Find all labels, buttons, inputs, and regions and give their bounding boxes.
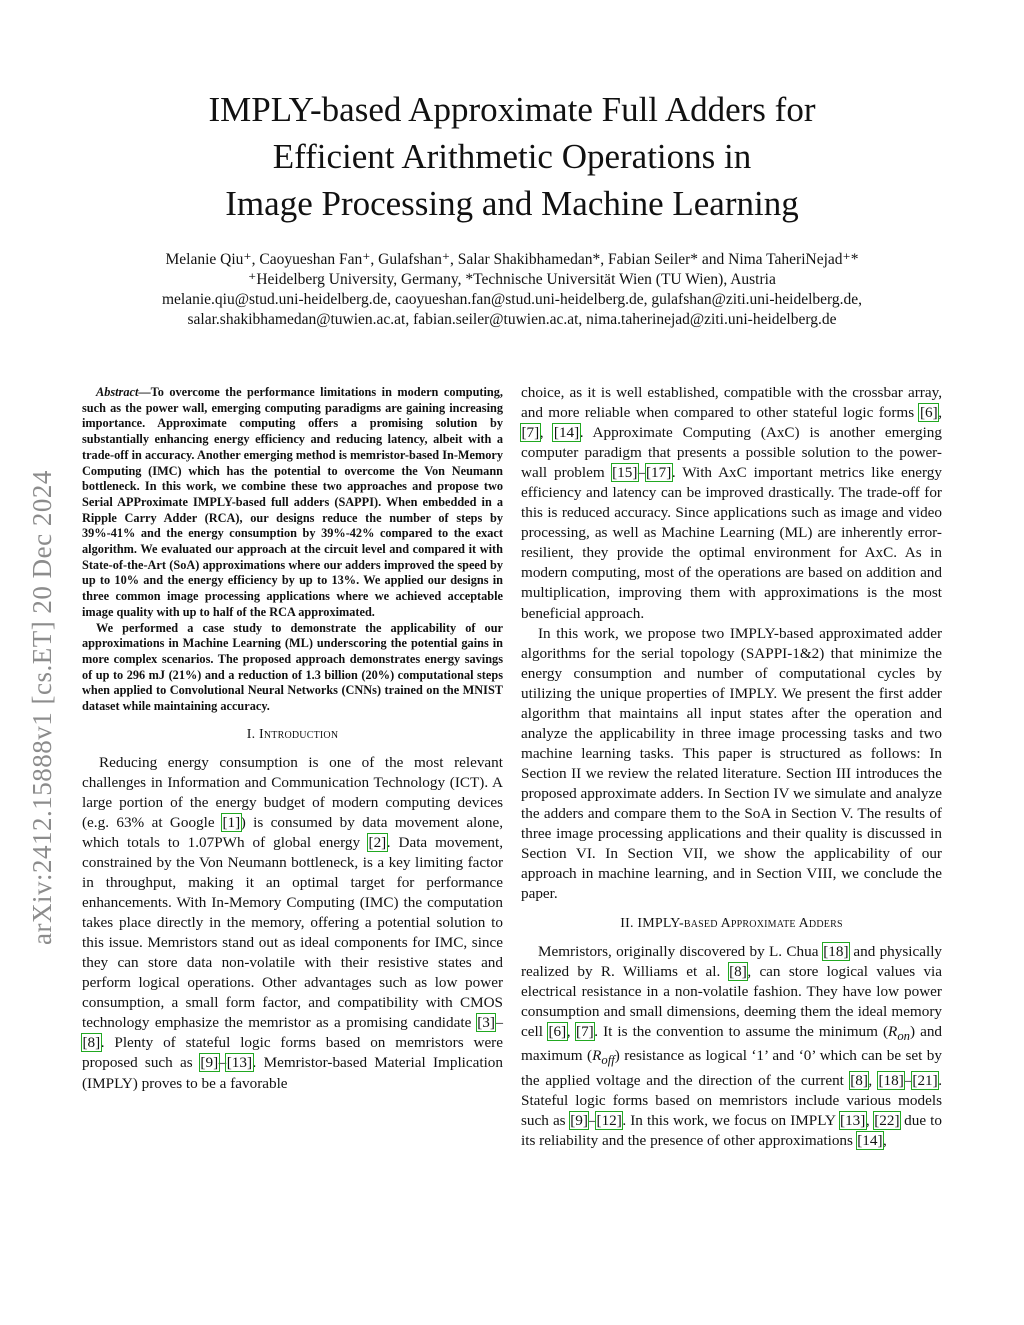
text-run: – xyxy=(495,1014,503,1032)
citation-link[interactable]: [8] xyxy=(729,963,747,981)
body-paragraph xyxy=(521,383,942,624)
section-2-body xyxy=(521,942,942,1151)
author-block xyxy=(60,250,964,330)
citation-link[interactable]: [6] xyxy=(548,1023,567,1041)
citation-link[interactable]: [3] xyxy=(477,1014,495,1032)
citation-link[interactable]: [22] xyxy=(874,1111,900,1129)
citation-link[interactable]: [9] xyxy=(200,1054,219,1072)
text-run: , xyxy=(865,1111,874,1129)
text-run: choice, as it is well established, compatible with the crossbar array, and more reliable when compared to other stateful logic forms xyxy=(521,384,942,422)
text-run: , xyxy=(539,424,554,442)
text-run: – xyxy=(588,1111,597,1129)
abstract-paragraph: We performed a case study to demonstrate the applicability of our approximations in Machine Learning (ML) underscoring the potential gains in more complex scenarios. The proposed approach demonstrates energy savings of up to 296 mJ (21%) and a reduction of 1.3 billion (20%) computational steps when applied to Convolutional Neural Networks (CNNs) trained on the MNIST dataset while maintaining accuracy. xyxy=(82,620,503,714)
author-emails-line-1: melanie.qiu@stud.uni-heidelberg.de, caoyueshan.fan@stud.uni-heidelberg.de, gulafshan@ziti.uni-heidelberg.de, xyxy=(161,291,863,308)
author-names: Melanie Qiu⁺, Caoyueshan Fan⁺, Gulafshan⁺, Salar Shakibhamedan*, Fabian Seiler* and Nima TaheriNejad⁺* xyxy=(165,251,859,268)
citation-link[interactable]: [6] xyxy=(919,404,938,422)
abstract-paragraph xyxy=(82,385,503,621)
body-paragraph xyxy=(521,942,942,1151)
text-run: Memristors, originally discovered by L. Chua xyxy=(538,943,823,961)
title-line: Image Processing and Machine Learning xyxy=(225,184,799,223)
citation-link[interactable]: [18] xyxy=(823,943,849,961)
citation-link[interactable]: [13] xyxy=(226,1054,253,1072)
text-run: , can store logical values via electrical resistance in a non-volatile fashion. They have low power consumption and small dimensions, deeming them the ideal memory cell xyxy=(521,963,943,1041)
body-paragraph: In this work, we propose two IMPLY-based approximated adder algorithms for the serial topology (SAPPI-1&2) that minimize the energy consumption and number of computational cycles by utilizing the unique properties of IMPLY. We present the first adder algorithm that maintains all input states after the operation and analyze the applicability in three image processing tasks and two machine learning tasks. This paper is structured as follows: In Section II we review the related literature. Section III introduces the proposed approximate adders. In Section IV we simulate and analyze the adders and compare them to the SoA in Section V. The results of three image processing applications and their quality is discussed in Section VI. In Section VII, we show the applicability of our approach in machine learning, and in Section VIII, we conclude the paper. xyxy=(521,624,942,903)
text-run: . It is the convention to assume the minimum ( xyxy=(594,1023,889,1041)
citation-link[interactable]: [12] xyxy=(596,1111,622,1129)
citation-link[interactable]: [17] xyxy=(646,464,672,482)
citation-link[interactable]: [2] xyxy=(368,833,387,851)
title-line: IMPLY-based Approximate Full Adders for xyxy=(208,90,816,129)
text-run: . Stateful logic forms based on memristors include various models such as xyxy=(521,1071,943,1129)
right-column xyxy=(521,383,942,1151)
citation-link[interactable]: [7] xyxy=(521,424,540,442)
arxiv-identifier-stamp[interactable]: arXiv:2412.15888v1 [cs.ET] 20 Dec 2024 xyxy=(27,470,57,945)
text-run: – xyxy=(637,464,646,482)
citation-link[interactable]: [8] xyxy=(82,1034,101,1052)
section-heading-imply-approximate-adders: II. IMPLY-based Approximate Adders xyxy=(620,916,843,932)
citation-link[interactable]: [21] xyxy=(912,1071,938,1089)
abstract xyxy=(82,385,503,715)
text-run: , xyxy=(868,1071,878,1089)
abstract-label: Abstract xyxy=(96,385,139,399)
math-symbol-r: R xyxy=(888,1023,898,1041)
citation-link[interactable]: [9] xyxy=(570,1111,588,1129)
introduction-body-continued xyxy=(521,383,942,904)
text-run: , xyxy=(883,1131,887,1149)
math-subscript-on: on xyxy=(897,1029,910,1044)
abstract-text: —To overcome the performance limitations in modern computing, such as the power wall, emerging computing paradigms are gaining increasing importance. Approximate computing offers a promising solution by substantially enhancing energy efficiency and reducing latency, albeit with a trade-off in accuracy. Another emerging method is memristor-based In-Memory Computing (IMC) which has the potential to overcome the Von Neumann bottleneck. In this work, we combine these two approaches and propose two Serial APProximate IMPLY-based full adders (SAPPI). When embedded in a Ripple Carry Adder (RCA), our designs reduce the number of steps by 39%-41% and the energy consumption by 39%-42% compared to the exact algorithm. We evaluated our approach at the circuit level and compared it with State-of-the-Art (SoA) approximations where our adders improved the speed by up to 10% and the energy efficiency by up to 13%. We applied our designs in three common image processing applications where we achieved acceptable image quality with up to half of the RCA approximated. xyxy=(82,385,503,619)
citation-link[interactable]: [1] xyxy=(222,813,241,831)
introduction-body xyxy=(82,753,503,1094)
text-run: – xyxy=(904,1071,912,1089)
text-run: . Data movement, constrained by the Von Neumann bottleneck, is a key limiting factor in throughput, making it an optimal target for performance enhancements. With In-Memory Computing (IMC) the computation takes place directly in the memory, offering a potential solution to this issue. Memristors stand out as ideal components for IMC, since they can store data non-volatile with their resistive states and perform logical operations. Other advantages such as low power consumption, a small form factor, and compatibility with CMOS technology emphasize the memristor as a promising candidate xyxy=(82,833,504,1032)
citation-link[interactable]: [13] xyxy=(840,1111,866,1129)
author-affiliations: ⁺Heidelberg University, Germany, *Technische Universität Wien (TU Wien), Austria xyxy=(248,271,776,288)
citation-link[interactable]: [15] xyxy=(612,464,638,482)
paper-title xyxy=(100,86,924,227)
citation-link[interactable]: [8] xyxy=(850,1071,868,1089)
text-run: . With AxC important metrics like energy efficiency and latency can be improved drastically. The trade-off for this is reduced accuracy. Since applications such as image and video processing, as well as Machine Learning (ML) are inherently error-resilient, they provide the optimal environment for AxC. As in modern computing, most of the operations are based on addition and multiplication, improving them with approximations is the most beneficial approach. xyxy=(521,464,942,622)
text-run: ) and maximum ( xyxy=(521,1023,943,1065)
left-column xyxy=(82,385,503,1094)
title-line: Efficient Arithmetic Operations in xyxy=(272,137,752,176)
citation-link[interactable]: [14] xyxy=(857,1131,883,1149)
citation-link[interactable]: [14] xyxy=(553,424,580,442)
author-emails-line-2: salar.shakibhamedan@tuwien.ac.at, fabian.seiler@tuwien.ac.at, nima.taherinejad@ziti.uni-heidelberg.de xyxy=(187,311,837,328)
text-run: , xyxy=(938,404,942,422)
body-paragraph xyxy=(82,753,503,1094)
math-symbol-r: R xyxy=(592,1047,602,1065)
math-subscript-off: off xyxy=(601,1053,615,1068)
text-run: , xyxy=(566,1023,576,1041)
text-run: Reducing energy consumption is one of the most relevant challenges in Information and Communication Technology (ICT). A large portion of the energy budget of modern computing devices (e.g. 63% at Google xyxy=(82,753,503,831)
citation-link[interactable]: [7] xyxy=(576,1023,594,1041)
text-run: . In this work, we focus on IMPLY xyxy=(622,1111,840,1129)
text-run: . Memristor-based Material Implication (IMPLY) proves to be a favorable xyxy=(82,1054,503,1092)
text-run: due to its reliability and the presence of other approximations xyxy=(521,1111,942,1149)
text-run: – xyxy=(218,1054,227,1072)
text-run: and physically realized by R. Williams et al. xyxy=(521,943,943,981)
citation-link[interactable]: [18] xyxy=(878,1071,904,1089)
text-run: ) resistance as logical ‘1’ and ‘0’ which can be set by the applied voltage and the direction of the current xyxy=(521,1047,942,1089)
section-heading-introduction: I. Introduction xyxy=(246,726,339,742)
text-run: . Plenty of stateful logic forms based on memristors were proposed such as xyxy=(82,1034,503,1072)
text-run: . Approximate Computing (AxC) is another emerging computer paradigm that presents a possible solution to the power-wall problem xyxy=(521,424,942,482)
text-run: ) is consumed by data movement alone, which totals to 1.07PWh of global energy xyxy=(82,813,504,851)
